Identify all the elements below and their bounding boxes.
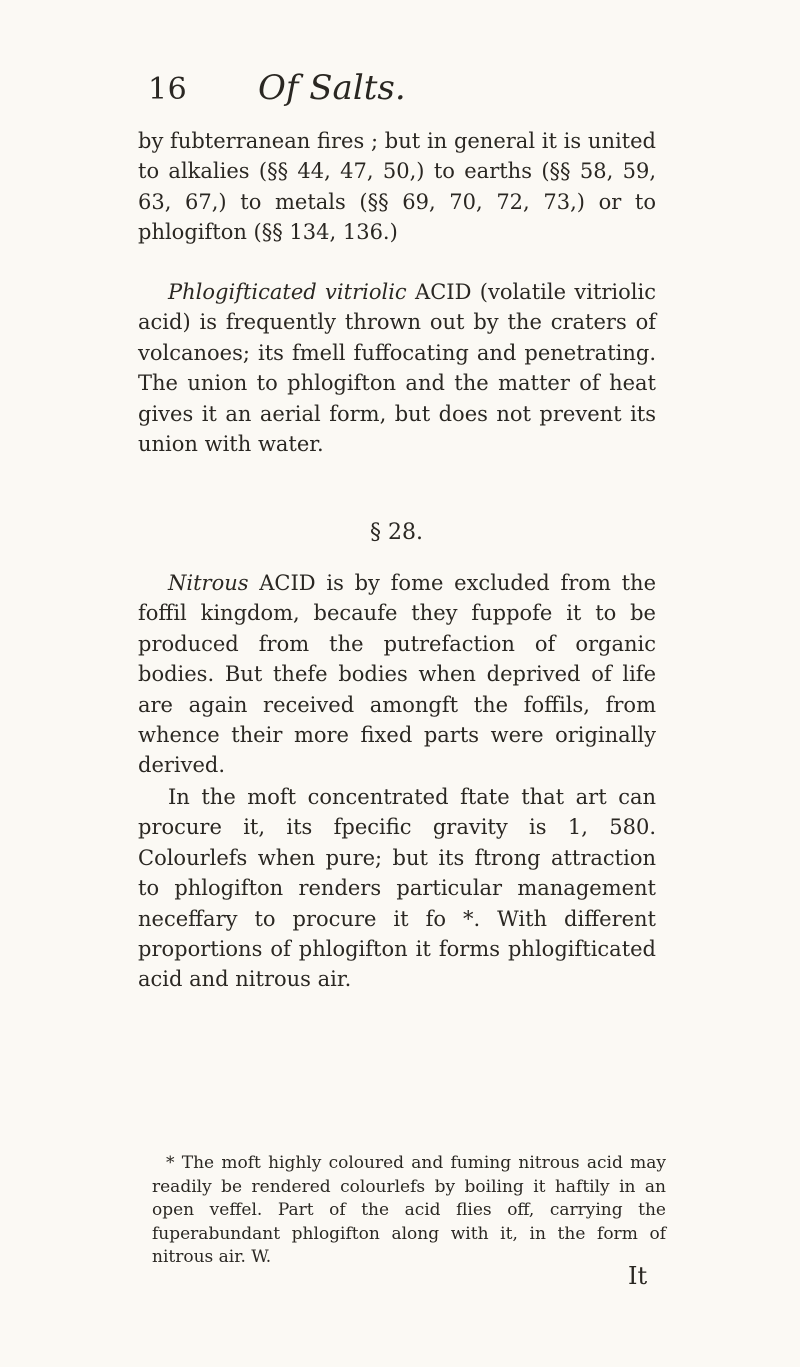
page-number: 16: [148, 72, 188, 107]
paragraph-2: [138, 277, 656, 459]
paragraph-1: by fubterranean fires ; but in general it is united to alkalies (§§ 44, 47, 50,) to earths (§§ 58, 59, 63, 67,) to metals (§§ 69, 70, 72, 73,) or to phlogifton (§§ 134, 136.): [138, 129, 656, 245]
paragraph-3-lead: Nitrous: [168, 571, 249, 595]
paragraph-2-lead: Phlogifticated vitriolic: [168, 280, 407, 304]
footnote: * The moft highly coloured and fuming nitrous acid may readily be rendered colourlefs by boiling it haftily in an open veffel. Part of the acid flies off, carrying the fuperabundant phlogifton along with it, in the form of nitrous air. W.: [152, 1153, 666, 1268]
paragraph-2-body: ACID (volatile vitriolic acid) is frequently thrown out by the craters of volcanoes; its fmell fuffocating and penetrating. The union to phlogifton and the matter of heat gives it an aerial form, but does not prevent its union with water.: [138, 280, 656, 457]
section-heading: § 28.: [370, 520, 423, 545]
paragraph-3-body: ACID is by fome excluded from the foffil kingdom, becaufe they fuppofe it to be produced from the putrefaction of organic bodies. But thefe bodies when deprived of life are again received amongft the foffils, from whence their more fixed parts were originally derived.: [138, 571, 656, 778]
catchword: It: [628, 1262, 648, 1290]
paragraph-3: [138, 568, 656, 781]
paragraph-4: In the moft concentrated ftate that art can procure it, its fpecific gravity is 1, 580. Colourlefs when pure; but its ftrong attraction to phlogifton renders particular management neceffary to procure it fo *. With different proportions of phlogifton it forms phlogifticated acid and nitrous air.: [138, 785, 656, 992]
running-head: Of Salts.: [258, 68, 406, 108]
